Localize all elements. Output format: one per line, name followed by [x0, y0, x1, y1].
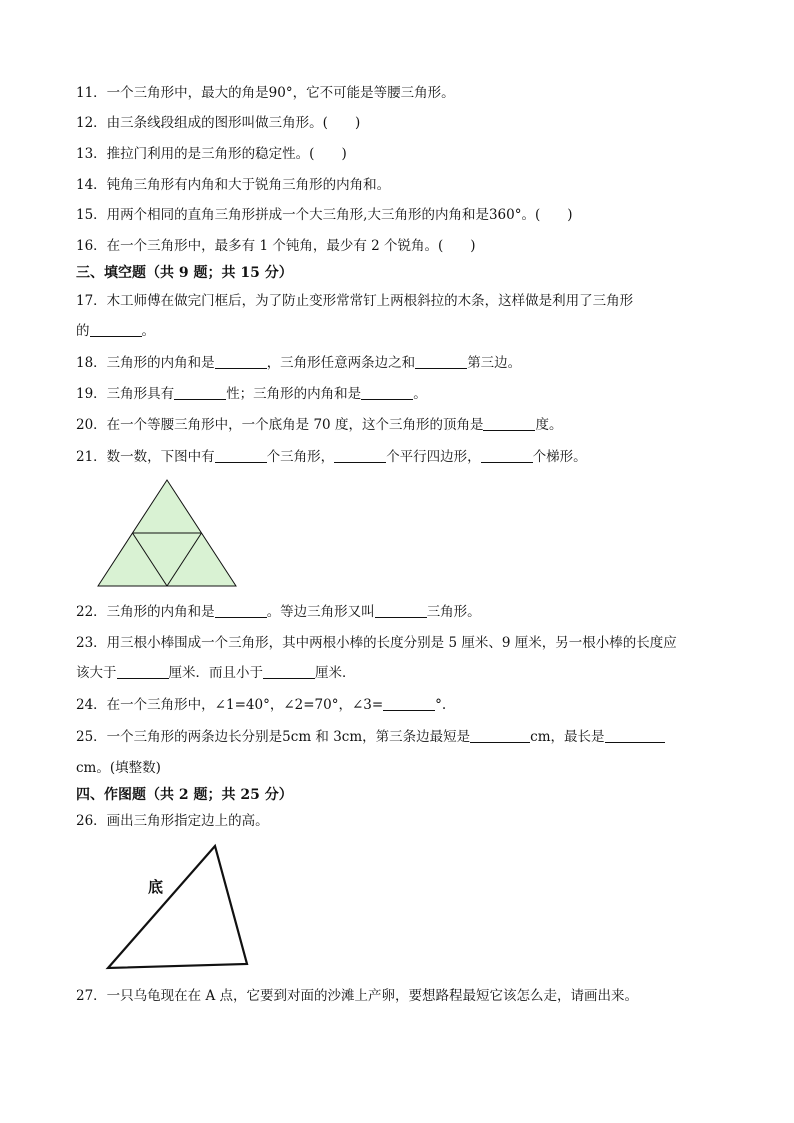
answer-blank[interactable] [334, 448, 386, 463]
text: 三角形。 [426, 604, 481, 620]
text: 性；三角形的内角和是 [226, 386, 362, 402]
answer-blank[interactable] [215, 448, 267, 463]
text: 该大于 [76, 665, 117, 681]
question-16: 16．在一个三角形中，最多有 1 个钝角，最少有 2 个锐角。( ) [76, 238, 476, 254]
question-13: 13．推拉门利用的是三角形的稳定性。( ) [76, 146, 347, 162]
answer-blank[interactable] [215, 603, 267, 618]
question-18 [76, 354, 521, 372]
triangle-height-figure [100, 840, 256, 976]
question-22 [76, 603, 481, 621]
text: 25．一个三角形的两条边长分别是5cm 和 3cm，第三条边最短是 [76, 729, 471, 745]
answer-blank[interactable] [605, 728, 665, 743]
question-23-line2 [76, 664, 356, 682]
question-25-line2: cm。(填整数) [76, 760, 161, 776]
text: 19．三角形具有 [76, 386, 175, 402]
answer-blank[interactable] [215, 354, 267, 369]
text: 的 [76, 323, 90, 339]
answer-blank[interactable] [90, 322, 142, 337]
answer-blank[interactable] [117, 664, 169, 679]
text: cm，最长是 [530, 729, 605, 745]
section-4-title: 四、作图题（共 2 题；共 25 分） [76, 787, 293, 803]
answer-blank[interactable] [483, 416, 535, 431]
scalene-triangle [108, 846, 247, 968]
answer-blank[interactable] [415, 354, 467, 369]
base-label: 底 [148, 878, 164, 896]
text: 。等边三角形又叫 [266, 604, 375, 620]
text: 21．数一数，下图中有 [76, 449, 215, 465]
text: 20．在一个等腰三角形中，一个底角是 70 度，这个三角形的顶角是 [76, 417, 484, 433]
answer-blank[interactable] [263, 664, 315, 679]
text: 个三角形， [266, 449, 335, 465]
question-17-line1: 17．木工师傅在做完门框后，为了防止变形常常钉上两根斜拉的木条，这样做是利用了三角形 [76, 293, 634, 309]
text: 。 [141, 323, 155, 339]
answer-blank[interactable] [361, 385, 413, 400]
question-19 [76, 385, 427, 403]
question-20 [76, 416, 562, 434]
text: 第三边。 [467, 355, 522, 371]
answer-blank[interactable] [383, 696, 435, 711]
question-23-line1: 23．用三根小棒围成一个三角形，其中两根小棒的长度分别是 5 厘米、9 厘米，另一根小棒的长度应 [76, 635, 677, 651]
answer-blank[interactable] [174, 385, 226, 400]
text: 24．在一个三角形中，∠1=40°，∠2=70°，∠3= [76, 697, 384, 713]
text: 个平行四边形， [386, 449, 481, 465]
question-14: 14．钝角三角形有内角和大于锐角三角形的内角和。 [76, 177, 391, 193]
subdivided-triangle-figure [96, 478, 240, 590]
question-17-line2 [76, 322, 155, 340]
question-26: 26．画出三角形指定边上的高。 [76, 813, 269, 829]
question-21 [76, 448, 587, 466]
question-11: 11．一个三角形中，最大的角是90°，它不可能是等腰三角形。 [76, 85, 455, 101]
question-25-line1 [76, 728, 665, 746]
question-12: 12．由三条线段组成的图形叫做三角形。( ) [76, 115, 361, 131]
text: 个梯形。 [532, 449, 587, 465]
text: 厘米．而且小于 [168, 665, 263, 681]
answer-blank[interactable] [470, 728, 530, 743]
question-15: 15．用两个相同的直角三角形拼成一个大三角形,大三角形的内角和是360°。( ) [76, 207, 573, 223]
text: 度。 [535, 417, 563, 433]
text: 18．三角形的内角和是 [76, 355, 215, 371]
text: 22．三角形的内角和是 [76, 604, 215, 620]
answer-blank[interactable] [481, 448, 533, 463]
text: °. [435, 697, 447, 713]
text: 厘米． [315, 665, 356, 681]
section-3-title: 三、填空题（共 9 题；共 15 分） [76, 265, 293, 281]
question-24 [76, 696, 446, 714]
text: 。 [413, 386, 427, 402]
text: ，三角形任意两条边之和 [266, 355, 416, 371]
answer-blank[interactable] [375, 603, 427, 618]
question-27: 27．一只乌龟现在在 A 点，它要到对面的沙滩上产卵，要想路程最短它该怎么走，请画出来。 [76, 988, 639, 1004]
